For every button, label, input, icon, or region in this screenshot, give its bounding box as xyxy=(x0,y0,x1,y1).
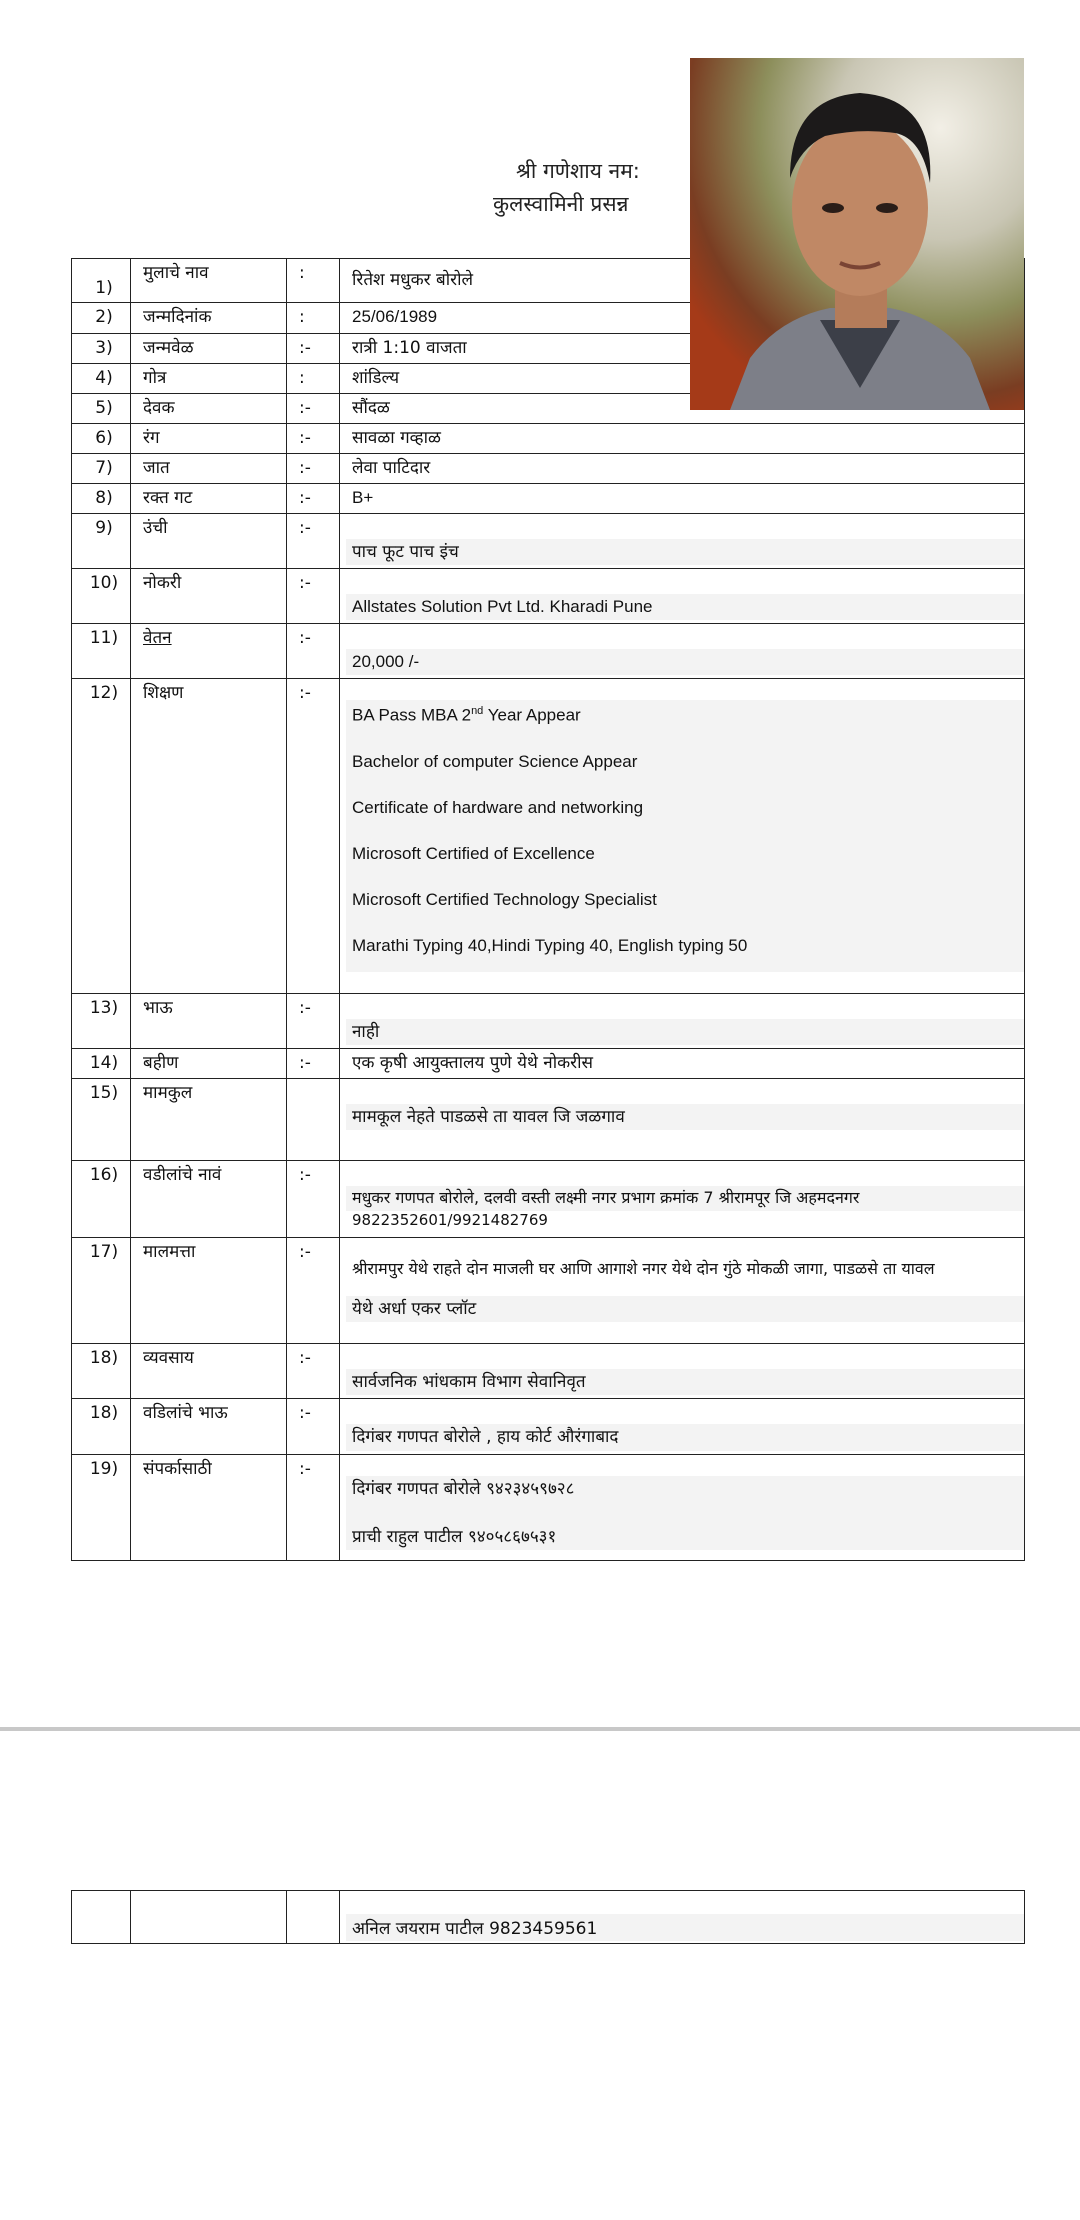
row-separator: :- xyxy=(287,484,340,514)
portrait-photo xyxy=(690,58,1024,410)
row-number xyxy=(72,1891,131,1944)
row-number: 11) xyxy=(72,624,131,679)
row-label: जन्मदिनांक xyxy=(131,303,287,334)
row-value-cell xyxy=(340,1344,1025,1399)
row-label: मामकुल xyxy=(131,1079,287,1161)
row-label: उंची xyxy=(131,514,287,569)
person-portrait-icon xyxy=(690,58,1024,410)
row-value-cell xyxy=(340,1454,1025,1560)
contact-line: प्राची राहुल पाटील ९४०५८६७५३१ xyxy=(352,1526,557,1547)
row-value: B+ xyxy=(340,484,1025,514)
table-row xyxy=(72,1238,1025,1344)
row-label xyxy=(131,1891,287,1944)
row-value: नाही xyxy=(346,1019,1024,1045)
row-separator: :- xyxy=(287,1454,340,1560)
row-separator: :- xyxy=(287,679,340,994)
row-value-cell xyxy=(340,514,1025,569)
row-separator: :- xyxy=(287,1049,340,1079)
list-item: Certificate of hardware and networking xyxy=(352,798,644,818)
row-number: 1) xyxy=(72,259,131,303)
table-row xyxy=(72,514,1025,569)
row-value-cell xyxy=(340,994,1025,1049)
row-value: रात्री 1:10 वाजता xyxy=(340,334,1025,364)
row-value-cell xyxy=(340,1238,1025,1344)
phone-numbers: 9822352601/9921482769 xyxy=(352,1211,548,1230)
row-label: रंग xyxy=(131,424,287,454)
row-separator: :- xyxy=(287,1399,340,1454)
row-number: 7) xyxy=(72,454,131,484)
list-item: Bachelor of computer Science Appear xyxy=(352,752,638,772)
row-label: मुलाचे नाव xyxy=(131,259,287,303)
table-row xyxy=(72,1891,1025,1944)
row-label: वेतन xyxy=(131,624,287,679)
row-number: 9) xyxy=(72,514,131,569)
row-value-cell xyxy=(340,1891,1025,1944)
row-value: अनिल जयराम पाटील 9823459561 xyxy=(346,1914,1024,1941)
list-item: Marathi Typing 40,Hindi Typing 40, English typing 50 xyxy=(352,936,748,956)
row-number: 16) xyxy=(72,1161,131,1238)
table-row xyxy=(72,994,1025,1049)
invocation-line: श्री गणेशाय नम: xyxy=(516,159,640,183)
row-separator: : xyxy=(287,303,340,334)
row-value: मधुकर गणपत बोरोले, दलवी वस्ती लक्ष्मी नगर प्रभाग क्रमांक 7 श्रीरामपूर जि अहमदनगर xyxy=(346,1186,1024,1211)
table-row xyxy=(72,1399,1025,1454)
row-separator: :- xyxy=(287,1238,340,1344)
row-value: एक कृषी आयुक्तालय पुणे येथे नोकरीस xyxy=(340,1049,1025,1079)
row-label: नोकरी xyxy=(131,569,287,624)
row-value: पाच फूट पाच इंच xyxy=(346,539,1024,565)
table-row xyxy=(72,424,1025,454)
row-separator: :- xyxy=(287,1161,340,1238)
contact-line: दिगंबर गणपत बोरोले ९४२३४५९७२८ xyxy=(352,1478,575,1499)
biodata-table xyxy=(71,258,1025,1561)
list-item: Microsoft Certified of Excellence xyxy=(352,844,595,864)
row-separator: :- xyxy=(287,994,340,1049)
education-cell xyxy=(340,679,1025,994)
row-number: 10) xyxy=(72,569,131,624)
row-label: वडीलांचे नावं xyxy=(131,1161,287,1238)
row-value-cell xyxy=(340,1079,1025,1161)
row-number: 18) xyxy=(72,1399,131,1454)
table-row xyxy=(72,484,1025,514)
row-separator xyxy=(287,1079,340,1161)
row-value-continued: येथे अर्धा एकर प्लॉट xyxy=(346,1296,1024,1322)
row-number: 12) xyxy=(72,679,131,994)
row-separator xyxy=(287,1891,340,1944)
list-item: BA Pass MBA 2nd Year Appear xyxy=(352,705,581,725)
row-separator: :- xyxy=(287,624,340,679)
row-separator: :- xyxy=(287,1344,340,1399)
table-row xyxy=(72,1079,1025,1161)
biodata-table-continuation xyxy=(71,1890,1025,1944)
row-value-cell xyxy=(340,1161,1025,1238)
row-label: जन्मवेळ xyxy=(131,334,287,364)
education-list xyxy=(346,700,1024,971)
row-value-cell xyxy=(340,1399,1025,1454)
row-number: 14) xyxy=(72,1049,131,1079)
row-value: श्रीरामपुर येथे राहते दोन माजली घर आणि आगाशे नगर येथे दोन गुंठे मोकळी जागा, पाडळसे ता यावल xyxy=(352,1259,935,1279)
row-value: सार्वजनिक भांधकाम विभाग सेवानिवृत xyxy=(346,1369,1024,1395)
row-value: सावळा गव्हाळ xyxy=(340,424,1025,454)
row-number: 19) xyxy=(72,1454,131,1560)
table-row xyxy=(72,1344,1025,1399)
row-label: संपर्कासाठी xyxy=(131,1454,287,1560)
row-value: सौंदळ xyxy=(340,394,1025,424)
row-label: व्यवसाय xyxy=(131,1344,287,1399)
row-separator: :- xyxy=(287,334,340,364)
row-separator: :- xyxy=(287,514,340,569)
row-number: 4) xyxy=(72,364,131,394)
row-number: 17) xyxy=(72,1238,131,1344)
row-label: जात xyxy=(131,454,287,484)
list-item: Microsoft Certified Technology Specialist xyxy=(352,890,657,910)
table-row xyxy=(72,454,1025,484)
row-separator: :- xyxy=(287,454,340,484)
row-value-cell xyxy=(340,624,1025,679)
row-value: Allstates Solution Pvt Ltd. Kharadi Pune xyxy=(346,594,1024,620)
row-separator: :- xyxy=(287,569,340,624)
page-divider xyxy=(0,1727,1080,1731)
table-row xyxy=(72,624,1025,679)
row-number: 5) xyxy=(72,394,131,424)
table-row xyxy=(72,569,1025,624)
row-value: मामकूल नेहते पाडळसे ता यावल जि जळगाव xyxy=(346,1104,1024,1130)
row-label: रक्त गट xyxy=(131,484,287,514)
row-value: 25/06/1989 xyxy=(340,303,1025,334)
row-value: 20,000 /- xyxy=(346,649,1024,675)
row-number: 18) xyxy=(72,1344,131,1399)
row-label: देवक xyxy=(131,394,287,424)
row-label: गोत्र xyxy=(131,364,287,394)
row-label: वडिलांचे भाऊ xyxy=(131,1399,287,1454)
row-separator: : xyxy=(287,259,340,303)
row-label: शिक्षण xyxy=(131,679,287,994)
table-row xyxy=(72,679,1025,994)
row-number: 6) xyxy=(72,424,131,454)
row-number: 13) xyxy=(72,994,131,1049)
table-row xyxy=(72,1161,1025,1238)
row-value: लेवा पाटिदार xyxy=(340,454,1025,484)
row-value: रितेश मधुकर बोरोले xyxy=(340,259,1025,303)
row-label: बहीण xyxy=(131,1049,287,1079)
row-value-cell xyxy=(340,569,1025,624)
row-number: 2) xyxy=(72,303,131,334)
row-number: 8) xyxy=(72,484,131,514)
blessing-line: कुलस्वामिनी प्रसन्न xyxy=(493,192,629,216)
row-value: शांडिल्य xyxy=(340,364,1025,394)
row-number: 3) xyxy=(72,334,131,364)
row-separator: :- xyxy=(287,424,340,454)
row-label: भाऊ xyxy=(131,994,287,1049)
row-separator: : xyxy=(287,364,340,394)
row-number: 15) xyxy=(72,1079,131,1161)
table-row xyxy=(72,1049,1025,1079)
row-label: मालमत्ता xyxy=(131,1238,287,1344)
row-value: दिगंबर गणपत बोरोले , हाय कोर्ट औरंगाबाद xyxy=(346,1424,1024,1450)
row-separator: :- xyxy=(287,394,340,424)
table-row xyxy=(72,1454,1025,1560)
